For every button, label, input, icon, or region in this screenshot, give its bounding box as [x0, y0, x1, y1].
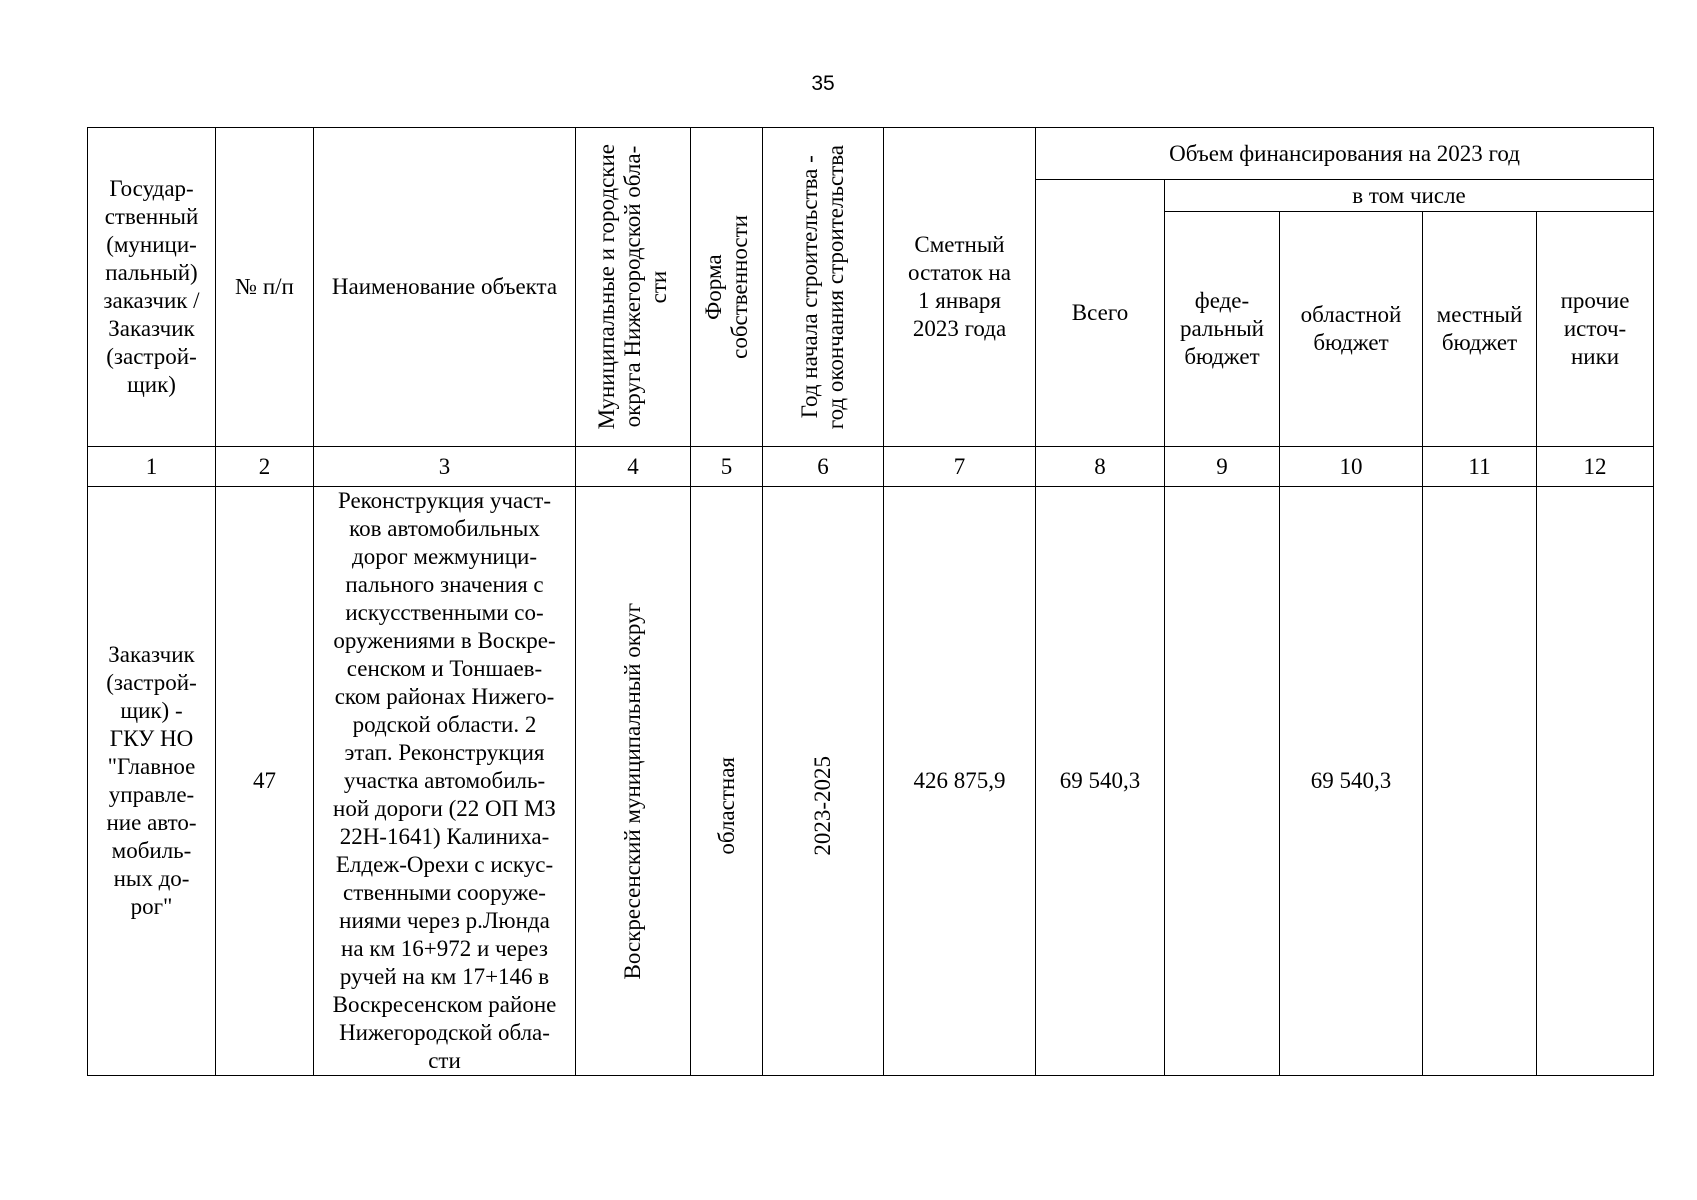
financing-table	[87, 127, 1654, 1076]
column-number: 1	[88, 447, 216, 487]
header-regional	[1280, 212, 1423, 447]
cell-regional: 69 540,3	[1280, 487, 1423, 1076]
cell-customer-text: Заказчик (застрой- щик) - ГКУ НО "Главное управле- ние авто- мобиль- ных до- рог"	[106, 642, 197, 919]
column-number: 10	[1280, 447, 1423, 487]
header-balance	[884, 128, 1036, 447]
header-regional-text: областной бюджет	[1300, 302, 1402, 355]
column-number: 12	[1537, 447, 1654, 487]
cell-balance: 426 875,9	[884, 487, 1036, 1076]
header-years-text: Год начала строительства - год окончания строительства	[797, 144, 848, 430]
header-including: в том числе	[1165, 180, 1654, 212]
cell-ownership-text: областная	[713, 757, 739, 855]
column-number: 8	[1036, 447, 1165, 487]
header-district-text: Муниципальные и городские округа Нижегородской обла- сти	[594, 144, 671, 430]
cell-district-text: Воскресенский муниципальный округ	[620, 602, 645, 980]
cell-local	[1423, 487, 1537, 1076]
header-federal-text: феде- ральный бюджет	[1180, 288, 1264, 369]
header-ownership	[691, 128, 763, 447]
column-number: 6	[763, 447, 884, 487]
header-other	[1537, 212, 1654, 447]
header-district	[576, 128, 691, 447]
header-local-text: местный бюджет	[1436, 302, 1523, 355]
page-number: 35	[811, 72, 835, 95]
column-number: 2	[216, 447, 314, 487]
cell-ownership	[691, 487, 763, 1076]
header-ownership-text: Форма собственности	[700, 215, 752, 359]
header-number: № п/п	[216, 128, 314, 447]
cell-other	[1537, 487, 1654, 1076]
cell-years-text: 2023-2025	[810, 756, 835, 856]
column-number: 9	[1165, 447, 1280, 487]
cell-district	[576, 487, 691, 1076]
header-years	[763, 128, 884, 447]
column-number: 5	[691, 447, 763, 487]
column-number: 7	[884, 447, 1036, 487]
cell-customer	[88, 487, 216, 1076]
header-customer	[88, 128, 216, 447]
cell-number: 47	[216, 487, 314, 1076]
cell-object-name-text: Реконструкция участ- ков автомобильных дорог межмуници- пального значения с искусственными со- оружениями в Воскре- сенском и Тоншаев- ском районах Нижего- родской области. 2 этап. Реконструкция участка автомобиль- ной дороги (22 ОП МЗ 22Н-1641) Калиниха- Елдеж-Орехи с искус- ственными сооруже- ниями через р.Люнда на км 16+972 и через ручей на км 17+146 в Воскресенском районе Нижегородской обла- сти	[332, 488, 557, 1073]
column-number: 4	[576, 447, 691, 487]
column-number: 3	[314, 447, 576, 487]
header-federal	[1165, 212, 1280, 447]
header-total: Всего	[1036, 180, 1165, 447]
header-financing: Объем финансирования на 2023 год	[1036, 128, 1654, 180]
cell-federal	[1165, 487, 1280, 1076]
header-balance-text: Сметный остаток на 1 января 2023 года	[908, 232, 1011, 341]
header-customer-text: Государ- ственный (муници- пальный) заказчик / Заказчик (застрой- щик)	[103, 176, 200, 397]
cell-total: 69 540,3	[1036, 487, 1165, 1076]
cell-object-name	[314, 487, 576, 1076]
header-local	[1423, 212, 1537, 447]
header-other-text: прочие источ- ники	[1560, 288, 1630, 369]
header-object-name: Наименование объекта	[314, 128, 576, 447]
column-numbers-row	[88, 447, 1654, 487]
column-number: 11	[1423, 447, 1537, 487]
cell-years	[763, 487, 884, 1076]
table-row	[88, 487, 1654, 1076]
